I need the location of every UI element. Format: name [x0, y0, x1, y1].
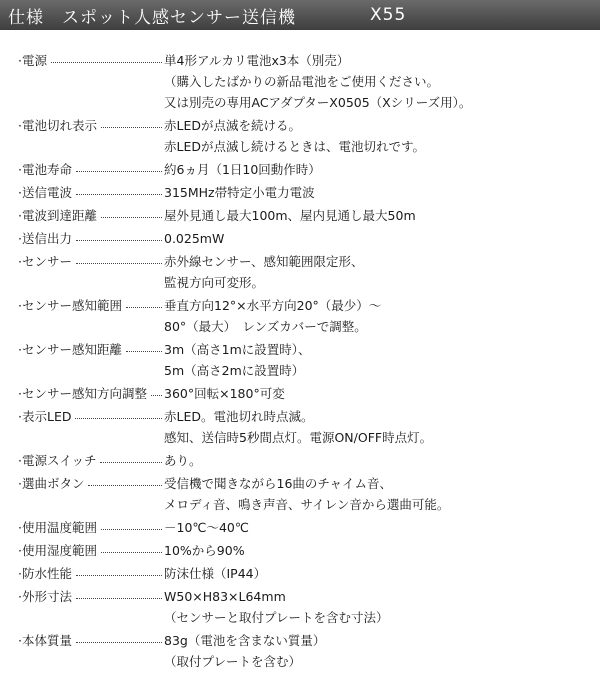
spec-label	[18, 159, 164, 180]
spec-value-line: 垂直方向12°×水平方向20°（最少）～	[164, 298, 382, 313]
spec-label-text: ·本体質量	[18, 633, 72, 648]
spec-row	[18, 450, 596, 471]
spec-label	[18, 295, 164, 316]
spec-values	[164, 406, 596, 448]
spec-row	[18, 251, 596, 293]
spec-label	[18, 586, 164, 607]
spec-value-line: 赤外線センサー、感知範囲限定形、	[164, 254, 364, 269]
spec-value-line: 3m（高さ1mに設置時）、	[164, 342, 311, 357]
dotted-leader	[75, 418, 162, 419]
spec-value-line: 80°（最大） レンズカバーで調整。	[164, 319, 367, 334]
spec-value-line: 約6ヵ月（1日10回動作時）	[164, 162, 321, 177]
spec-value-line: 屋外見通し最大100m、屋内見通し最大50m	[164, 208, 416, 223]
dotted-leader	[101, 217, 162, 218]
spec-value-line: （取付プレートを含む）	[164, 654, 302, 669]
spec-value-line: 赤LEDが点滅を続ける。	[164, 118, 301, 133]
spec-value-line: －10℃～40℃	[164, 520, 249, 535]
spec-value-line: 赤LED。電池切れ時点滅。	[164, 409, 314, 424]
dotted-leader	[76, 263, 162, 264]
dotted-leader	[51, 62, 162, 63]
spec-value-line: （購入したばかりの新品電池をご使用ください。	[164, 74, 440, 89]
dotted-leader	[101, 529, 162, 530]
spec-label	[18, 450, 164, 471]
spec-label-text: ·センサー感知方向調整	[18, 386, 147, 401]
spec-values	[164, 586, 596, 628]
spec-label-text: ·防水性能	[18, 566, 72, 581]
spec-label	[18, 473, 164, 494]
spec-value-line: 315MHz帯特定小電力電波	[164, 185, 315, 200]
spec-row	[18, 517, 596, 538]
spec-values	[164, 115, 596, 157]
spec-row	[18, 159, 596, 180]
spec-values	[164, 473, 596, 515]
spec-row	[18, 228, 596, 249]
dotted-leader	[76, 194, 162, 195]
spec-label	[18, 228, 164, 249]
spec-row	[18, 473, 596, 515]
spec-label	[18, 517, 164, 538]
spec-label	[18, 563, 164, 584]
spec-row	[18, 205, 596, 226]
spec-value-line: W50×H83×L64mm	[164, 589, 286, 604]
spec-value-line: 10%から90%	[164, 543, 245, 558]
spec-label-text: ·電波到達距離	[18, 208, 97, 223]
dotted-leader	[101, 127, 162, 128]
spec-value-line: （センサーと取付プレートを含む寸法）	[164, 610, 389, 625]
spec-row	[18, 540, 596, 561]
spec-values	[164, 540, 596, 561]
spec-label-text: ·センサー感知範囲	[18, 298, 122, 313]
spec-label	[18, 339, 164, 360]
dotted-leader	[151, 395, 162, 396]
spec-label-text: ·電池寿命	[18, 162, 72, 177]
spec-label	[18, 251, 164, 272]
spec-values	[164, 50, 596, 113]
spec-label-text: ·使用湿度範囲	[18, 543, 97, 558]
spec-label-text: ·電源	[18, 53, 47, 68]
spec-value-line: 感知、送信時5秒間点灯。電源ON/OFF時点灯。	[164, 430, 433, 445]
spec-values	[164, 630, 596, 672]
spec-label	[18, 50, 164, 71]
spec-values	[164, 450, 596, 471]
spec-values	[164, 159, 596, 180]
dotted-leader	[126, 351, 162, 352]
spec-label-text: ·電源スイッチ	[18, 453, 97, 468]
spec-value-line: 5m（高さ2mに設置時）	[164, 363, 305, 378]
dotted-leader	[100, 462, 162, 463]
spec-label-text: ·選曲ボタン	[18, 476, 85, 491]
dotted-leader	[76, 642, 162, 643]
header-title: 仕様	[8, 7, 44, 28]
spec-row	[18, 383, 596, 404]
spec-label-text: ·送信出力	[18, 231, 72, 246]
spec-label-text: ·送信電波	[18, 185, 72, 200]
dotted-leader	[76, 240, 162, 241]
spec-values	[164, 182, 596, 203]
spec-label	[18, 205, 164, 226]
spec-list	[18, 50, 596, 674]
spec-values	[164, 251, 596, 293]
spec-values	[164, 295, 596, 337]
dotted-leader	[76, 575, 162, 576]
spec-row	[18, 50, 596, 113]
spec-row	[18, 182, 596, 203]
spec-value-line: 防沫仕様（IP44）	[164, 566, 267, 581]
spec-label-text: ·表示LED	[18, 409, 72, 424]
header-model: X55	[370, 5, 407, 25]
spec-row	[18, 406, 596, 448]
dotted-leader	[76, 598, 162, 599]
spec-values	[164, 563, 596, 584]
spec-label	[18, 540, 164, 561]
spec-values	[164, 205, 596, 226]
header-subtitle: スポット人感センサー送信機	[62, 7, 296, 28]
spec-label-text: ·外形寸法	[18, 589, 72, 604]
spec-value-line: 監視方向可変形。	[164, 275, 265, 290]
spec-label	[18, 383, 164, 404]
spec-row	[18, 563, 596, 584]
dotted-leader	[88, 485, 162, 486]
spec-value-line: 83g（電池を含まない質量）	[164, 633, 326, 648]
spec-row	[18, 295, 596, 337]
spec-label	[18, 115, 164, 136]
spec-values	[164, 228, 596, 249]
spec-header	[0, 0, 600, 30]
spec-row	[18, 115, 596, 157]
spec-value-line: あり。	[164, 453, 202, 468]
spec-row	[18, 586, 596, 628]
dotted-leader	[76, 171, 162, 172]
spec-value-line: 360°回転×180°可変	[164, 386, 285, 401]
spec-row	[18, 630, 596, 672]
spec-values	[164, 383, 596, 404]
spec-label-text: ·センサー	[18, 254, 72, 269]
spec-values	[164, 517, 596, 538]
spec-label-text: ·電池切れ表示	[18, 118, 97, 133]
spec-value-line: 赤LEDが点滅し続けるときは、電池切れです。	[164, 139, 425, 154]
spec-value-line: 受信機で聞きながら16曲のチャイム音、	[164, 476, 393, 491]
spec-label-text: ·センサー感知距離	[18, 342, 122, 357]
dotted-leader	[126, 307, 162, 308]
spec-label	[18, 182, 164, 203]
spec-label	[18, 630, 164, 651]
spec-value-line: 単4形アルカリ電池x3本（別売）	[164, 53, 350, 68]
spec-row	[18, 339, 596, 381]
spec-label-text: ·使用温度範囲	[18, 520, 97, 535]
spec-value-line: 0.025mW	[164, 231, 225, 246]
spec-value-line: メロディ音、鳴き声音、サイレン音から選曲可能。	[164, 497, 450, 512]
dotted-leader	[101, 552, 162, 553]
spec-label	[18, 406, 164, 427]
spec-value-line: 又は別売の専用ACアダプターX0505（Xシリーズ用）。	[164, 95, 472, 110]
spec-values	[164, 339, 596, 381]
